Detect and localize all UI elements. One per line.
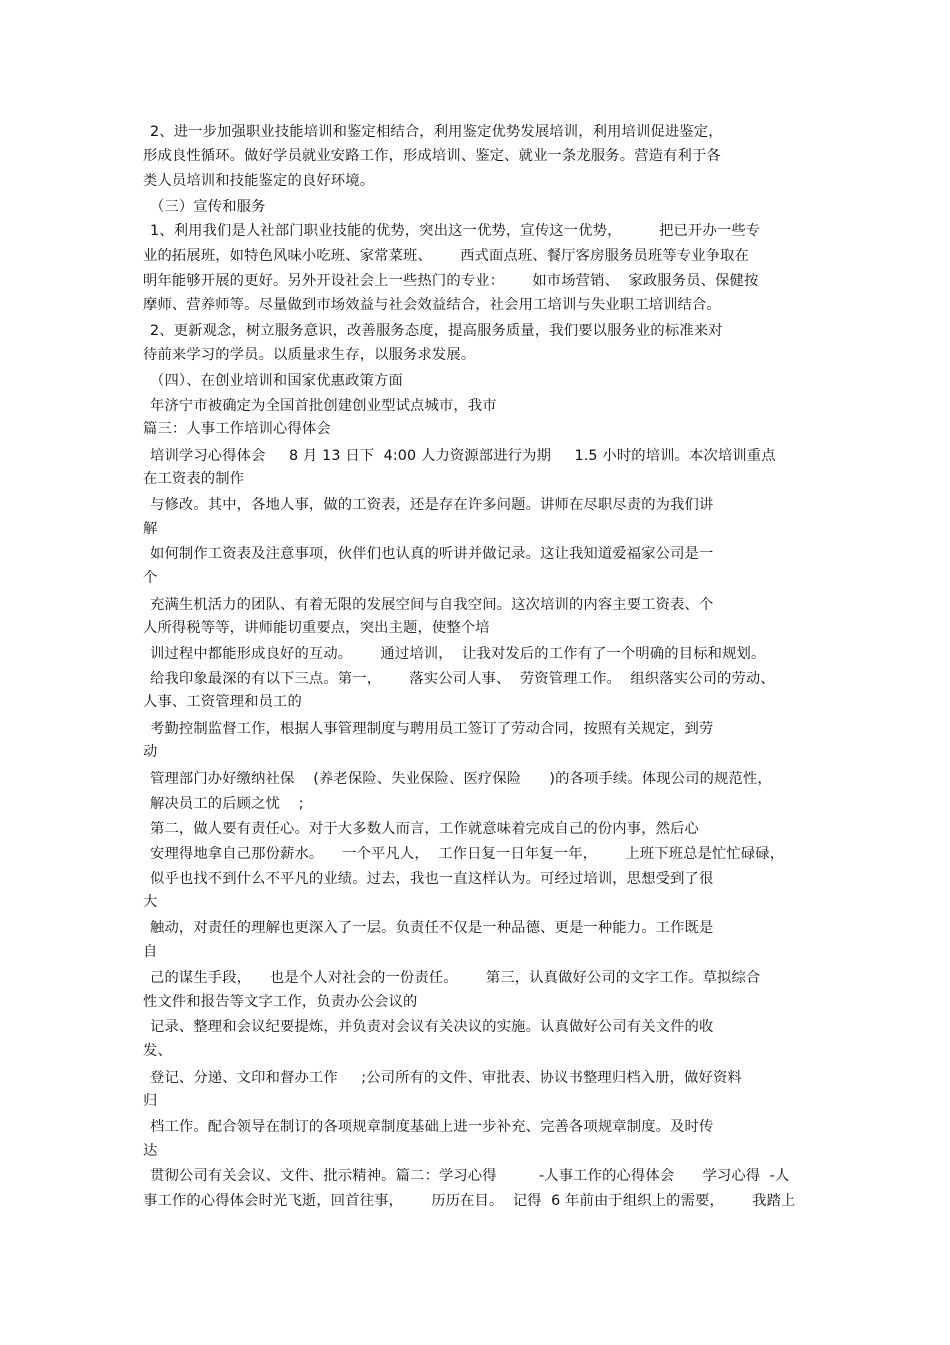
paragraph-line: 解决员工的后顾之忧 ;	[150, 796, 304, 812]
paragraph-line: 在工资表的制作	[143, 471, 245, 487]
paragraph-line: 自	[143, 944, 158, 960]
paragraph-line: 充满生机活力的团队、有着无限的发展空间与自我空间。这次培训的内容主要工资表、个	[150, 597, 714, 613]
paragraph-line: 登记、分递、文印和督办工作 ;公司所有的文件、审批表、协议书整理归档入册，做好资料	[150, 1070, 742, 1086]
paragraph-line: 性文件和报告等文字工作，负责办公会议的	[143, 994, 418, 1010]
paragraph-line: 贯彻公司有关会议、文件、批示精神。篇二：学习心得 -人事工作的心得体会 学习心得 -人	[150, 1168, 790, 1184]
paragraph-line: 摩师、营养师等。尽量做到市场效益与社会效益结合，社会用工培训与失业职工培训结合。	[143, 297, 721, 313]
paragraph-line: 给我印象最深的有以下三点。第一， 落实公司人事、 劳资管理工作。 组织落实公司的劳动、	[150, 671, 775, 687]
paragraph-line: 解	[143, 521, 158, 537]
paragraph-line: 个	[143, 570, 158, 586]
paragraph-line: 归	[143, 1093, 158, 1109]
paragraph-line: 如何制作工资表及注意事项，伙伴们也认真的听讲并做记录。这让我知道爱福家公司是一	[150, 546, 714, 562]
chapter-title: 篇三：人事工作培训心得体会	[143, 421, 331, 437]
paragraph-line: 第二，做人要有责任心。对于大多数人而言，工作就意味着完成自己的份内事，然后心	[150, 821, 699, 837]
paragraph-line: 2、进一步加强职业技能培训和鉴定相结合，利用鉴定优势发展培训，利用培训促进鉴定，	[150, 124, 723, 140]
paragraph-line: 明年能够开展的更好。另外开设社会上一些热门的专业： 如市场营销、 家政服务员、保健按	[143, 273, 759, 289]
paragraph-line: 事工作的心得体会时光飞逝，回首往事， 历历在目。 记得 6 年前由于组织上的需要， 我踏上	[143, 1193, 796, 1209]
paragraph-line: 触动，对责任的理解也更深入了一层。负责任不仅是一种品德、更是一种能力。工作既是	[150, 920, 714, 936]
paragraph-line: 人所得税等等，讲师能切重要点，突出主题，使整个培	[143, 620, 490, 636]
paragraph-line: 人事、工资管理和员工的	[143, 694, 302, 710]
section-heading: （四）、在创业培训和国家优惠政策方面	[150, 373, 403, 389]
paragraph-line: 安理得地拿自己那份薪水。 一个平凡人， 工作日复一日年复一年， 上班下班总是忙忙碌碌，	[150, 846, 785, 862]
paragraph-line: 大	[143, 894, 158, 910]
paragraph-line: 档工作。配合领导在制订的各项规章制度基础上进一步补充、完善各项规章制度。及时传	[150, 1119, 714, 1135]
paragraph-line: 培训学习心得体会 8 月 13 日下 4:00 人力资源部进行为期 1.5 小时的培训。本次培训重点	[150, 448, 776, 464]
paragraph-line: 与修改。其中，各地人事，做的工资表，还是存在许多问题。讲师在尽职尽责的为我们讲	[150, 497, 714, 513]
paragraph-line: 年济宁市被确定为全国首批创建创业型试点城市，我市	[150, 398, 497, 414]
paragraph-line: 达	[143, 1143, 158, 1159]
paragraph-line: 2、更新观念，树立服务意识，改善服务态度，提高服务质量，我们要以服务业的标准来对	[150, 323, 723, 339]
paragraph-line: 训过程中都能形成良好的互动。 通过培训， 让我对发后的工作有了一个明确的目标和规划。	[150, 646, 766, 662]
paragraph-line: 己的谋生手段， 也是个人对社会的一份责任。 第三，认真做好公司的文字工作。草拟综合	[150, 970, 761, 986]
paragraph-line: 业的拓展班，如特色风味小吃班、家常菜班、 西式面点班、餐厅客房服务员班等专业争取在	[143, 248, 750, 264]
paragraph-line: 管理部门办好缴纳社保 (养老保险、失业保险、医疗保险 )的各项手续。体现公司的规范性，	[150, 771, 772, 787]
section-heading: （三）宣传和服务	[150, 199, 266, 215]
paragraph-line: 动	[143, 744, 158, 760]
paragraph-line: 类人员培训和技能鉴定的良好环境。	[143, 173, 375, 189]
paragraph-line: 记录、整理和会议纪要提炼，并负责对会议有关决议的实施。认真做好公司有关文件的收	[150, 1019, 714, 1035]
paragraph-line: 形成良性循环。做好学员就业安路工作，形成培训、鉴定、就业一条龙服务。营造有利于各	[143, 148, 721, 164]
paragraph-line: 1、利用我们是人社部门职业技能的优势，突出这一优势，宣传这一优势， 把已开办一些专	[150, 223, 761, 239]
paragraph-line: 发、	[143, 1043, 172, 1059]
paragraph-line: 似乎也找不到什么不平凡的业绩。过去，我也一直这样认为。可经过培训，思想受到了很	[150, 871, 714, 887]
paragraph-line: 待前来学习的学员。以质量求生存，以服务求发展。	[143, 347, 476, 363]
paragraph-line: 考勤控制监督工作，根据人事管理制度与聘用员工签订了劳动合同，按照有关规定，到劳	[150, 721, 714, 737]
